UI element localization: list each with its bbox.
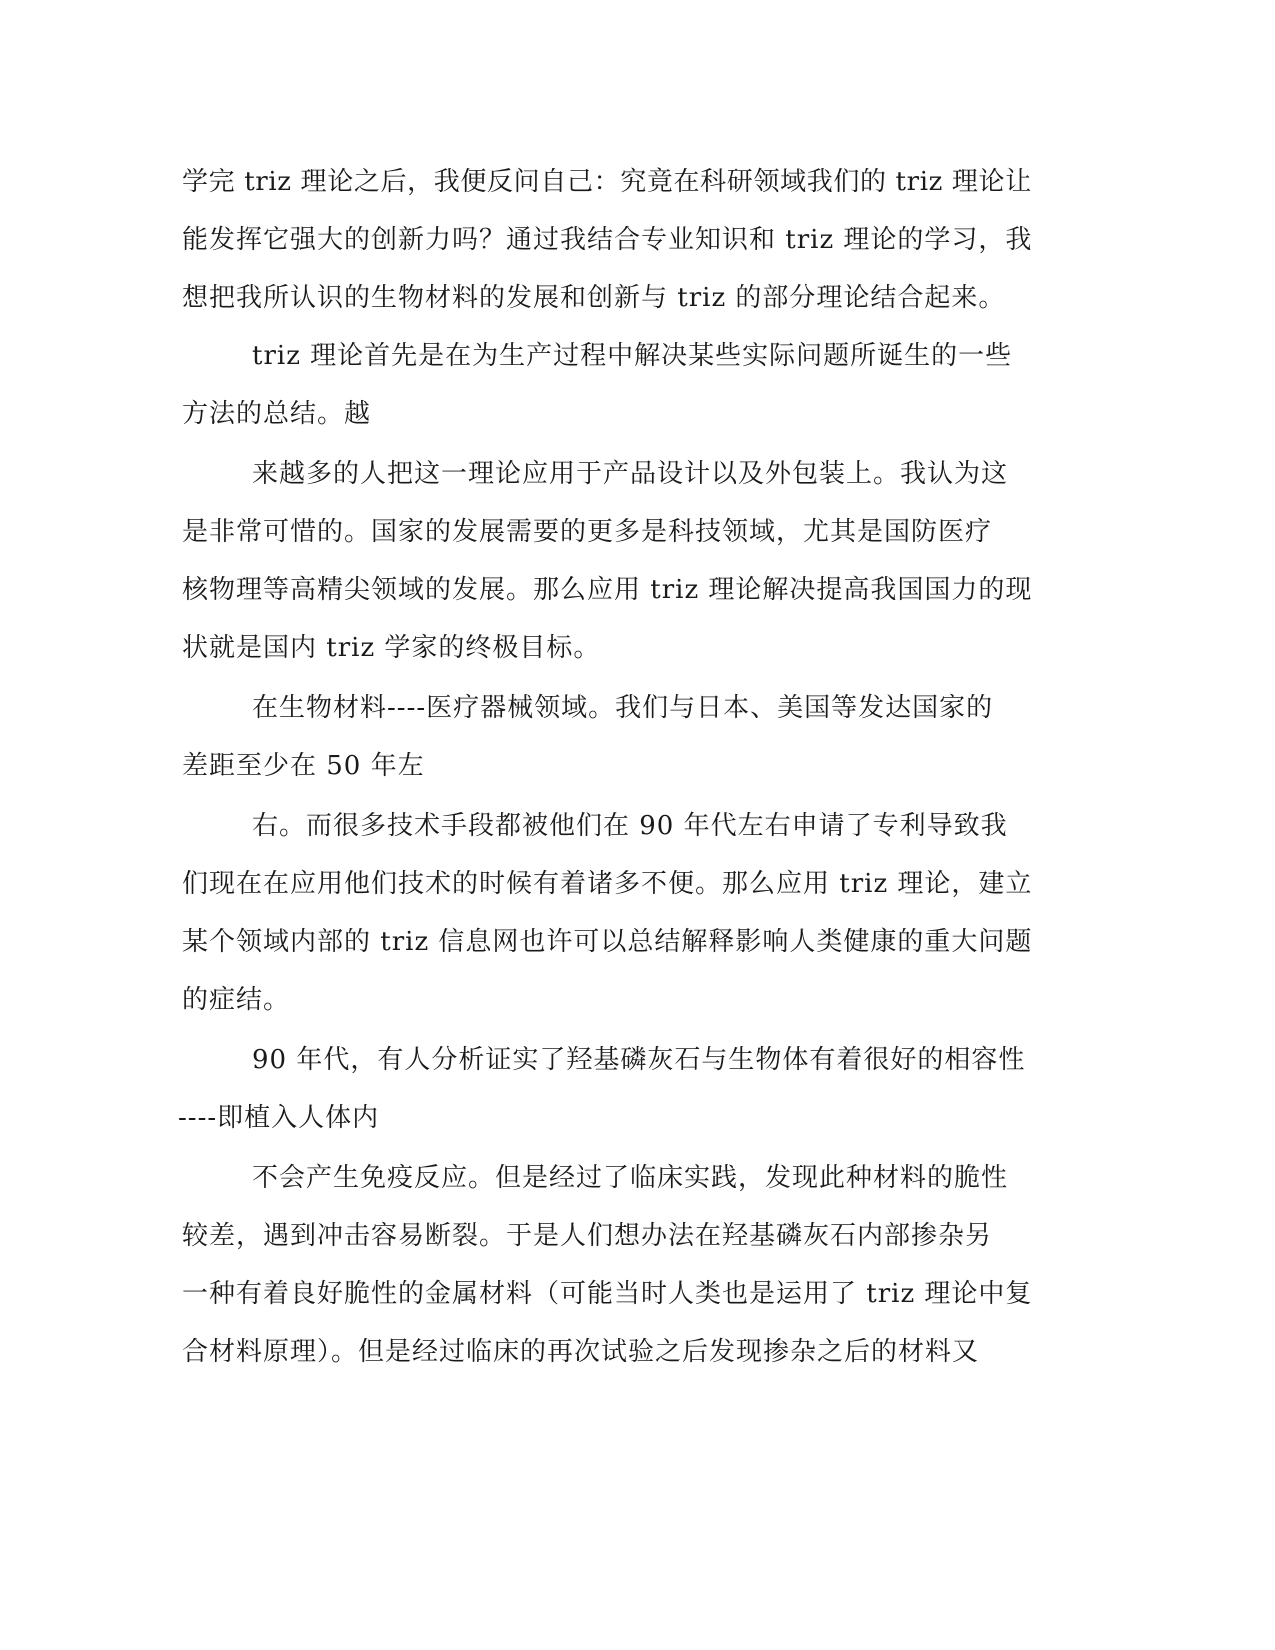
text-line: 方法的总结。越	[182, 399, 372, 429]
text-line: ----即植入人体内	[178, 1103, 380, 1133]
text-line: 差距至少在 50 年左	[182, 751, 425, 781]
text-line: 们现在在应用他们技术的时候有着诸多不便。那么应用 triz 理论，建立	[182, 869, 1033, 899]
text-line: 核物理等高精尖领域的发展。那么应用 triz 理论解决提高我国国力的现	[182, 575, 1033, 605]
text-line: 90 年代，有人分析证实了羟基磷灰石与生物体有着很好的相容性	[252, 1045, 1026, 1075]
text-line: 右。而很多技术手段都被他们在 90 年代左右申请了专利导致我	[252, 811, 1008, 841]
text-line: 来越多的人把这一理论应用于产品设计以及外包装上。我认为这	[252, 459, 1009, 489]
text-line: 是非常可惜的。国家的发展需要的更多是科技领域，尤其是国防医疗	[182, 517, 993, 547]
text-line: 能发挥它强大的创新力吗？通过我结合专业知识和 triz 理论的学习，我	[182, 225, 1033, 255]
text-line: 状就是国内 triz 学家的终极目标。	[182, 633, 601, 663]
text-line: 想把我所认识的生物材料的发展和创新与 triz 的部分理论结合起来。	[182, 283, 1006, 313]
text-line: 的症结。	[182, 985, 291, 1015]
text-line: triz 理论首先是在为生产过程中解决某些实际问题所诞生的一些	[252, 341, 1013, 371]
text-line: 不会产生免疫反应。但是经过了临床实践，发现此种材料的脆性	[252, 1163, 1009, 1193]
text-line: 某个领域内部的 triz 信息网也许可以总结解释影响人类健康的重大问题	[182, 927, 1033, 957]
text-line: 较差，遇到冲击容易断裂。于是人们想办法在羟基磷灰石内部掺杂另	[182, 1221, 993, 1251]
text-line: 在生物材料----医疗器械领域。我们与日本、美国等发达国家的	[252, 693, 994, 723]
text-line: 学完 triz 理论之后，我便反问自己：究竟在科研领域我们的 triz 理论让	[182, 167, 1032, 197]
text-line: 合材料原理）。但是经过临床的再次试验之后发现掺杂之后的材料又	[182, 1337, 980, 1367]
text-line: 一种有着良好脆性的金属材料（可能当时人类也是运用了 triz 理论中复	[182, 1279, 1033, 1309]
